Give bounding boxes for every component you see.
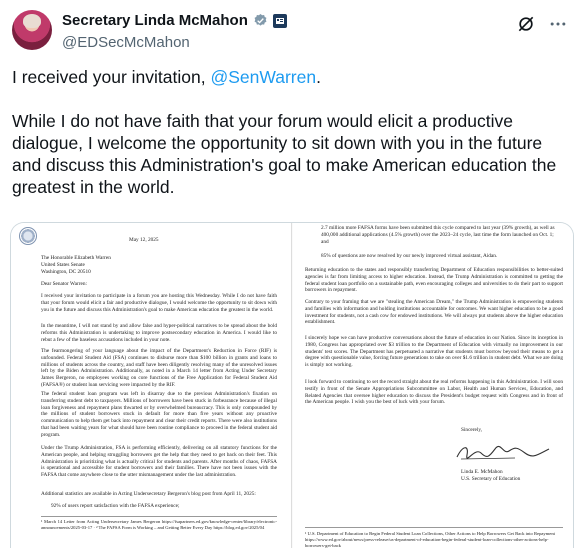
letter-paragraph: Returning education to the states and responsibly transferring Department of Education responsibilities to better-suited agencies is far from limiting access to higher education. Instead, the Trump Administration is committed to getting the federal student loan portfolio on a sustainable path, even encouraging colleges and universities to do their part to support borrowers in repayment. xyxy=(305,267,563,294)
mention-link[interactable]: @SenWarren xyxy=(210,67,317,87)
addressee-line: Washington, DC 20510 xyxy=(41,268,91,275)
addressee-line: The Honorable Elizabeth Warren xyxy=(41,255,111,261)
letter-closing: Sincerely, xyxy=(461,427,482,433)
letter-paragraph: Additional statistics are available in Acting Undersecretary Bergeron's blog post from April 11, 2025: xyxy=(41,491,256,497)
letter-addressee xyxy=(41,255,111,275)
author-handle[interactable]: @EDSecMcMahon xyxy=(62,34,190,51)
letter-bullet: 2.7 million more FAFSA forms have been submitted this cycle compared to last year (39% growth), as well as 400,000 additional applications (4.5% growth) over the 2023–24 cycle, last time the form launched on Oct. 1; and xyxy=(321,225,555,245)
letter-salutation: Dear Senator Warren: xyxy=(41,281,87,287)
attached-letter-image[interactable] xyxy=(10,222,574,548)
tweet-line-1 xyxy=(12,66,572,88)
letter-paragraph: Contrary to your framing that we are "stealing the American Dream," the Trump Administration is empowering students and families with information and holding institutions accountable for outcomes. We want higher education to be a good investment for students, not a cash cow for endowed institutions. We will always put students above the higher education establishment. xyxy=(305,299,563,326)
government-affiliate-icon[interactable] xyxy=(273,14,287,28)
addressee-line: United States Senate xyxy=(41,261,85,268)
avatar[interactable] xyxy=(12,10,52,50)
letter-bullet: 92% of users report satisfaction with the FAFSA experience; xyxy=(51,503,180,509)
letter-page-1 xyxy=(11,223,292,548)
letter-footnotes: ¹ U.S. Department of Education to Begin Federal Student Loan Collections, Other Actions to Help Borrowers Get Back into Repayment https://www.ed.gov/about/news/press-release/us-department-of-education-begin-federal-student-loan-collections-other-actions-help-borrowers-get-back xyxy=(305,527,563,548)
letter-date: May 12, 2025 xyxy=(129,237,159,243)
letter-paragraph: The fearmongering of your language about the impact of the Department's Reduction in Force (RIF) is unfounded. Federal Student Aid (FSA) continues to disburse more than $100 billion in grants and loans to millions of students across the country, and staff have been diligently resolving many of the unresolved issues left by the Biden Administration. Additionally, as noted in a March 14 letter from Acting Under Secretary James Bergeron, no employees working on core functions of the Free Application for Federal Student Aid (FAFSA®) or student loan servicing were impacted by the RIF. xyxy=(41,348,277,388)
letter-bullet: 85% of questions are now resolved by our newly improved virtual assistant, Aidan. xyxy=(321,253,498,259)
letter-paragraph: Under the Trump Administration, FSA is performing efficiently, delivering on all statutory functions for the American people, and helping struggling borrowers get the help that they need to get back on their feet. This Administration is prioritizing what is actually critical for students and parents. After months of chaos, FAFSA is operational and accessible for student borrowers and their families. There have not been issues with the FAFSA that come anywhere close to the utter mismanagement under the last administration. xyxy=(41,445,277,479)
tweet-paragraph-2: While I do not have faith that your forum would elicit a productive dialogue, I welcome the opportunity to sit down with you in the future and discuss this Administration's goal to make American education the greatest in the world. xyxy=(12,111,557,197)
letter-paragraph: The federal student loan program was left in disarray due to the previous Administration's fixation on transferring student debt to taxpayers. Millions of borrowers have been stuck in forbearance because of illegal loan forgiveness and repayment plans thwarted or by overwhelmed bureaucracy. This is only compounded by the millions of student borrowers stuck in default for more than five years without any proactive communication to help them get back into repayment and clear their credit reports. There were also institutions that had been waiting years for what should have been routine compliance to proceed in the federal student aid program. xyxy=(41,391,277,438)
signature-image xyxy=(455,443,551,461)
verified-badge-icon[interactable] xyxy=(253,13,268,28)
tweet-text-segment: . xyxy=(316,67,321,87)
grok-icon[interactable] xyxy=(516,14,536,34)
tweet-header xyxy=(12,8,570,56)
department-seal-icon xyxy=(19,227,37,245)
signer-title: U.S. Secretary of Education xyxy=(461,475,521,482)
letter-footnotes: ¹ March 14 Letter from Acting Undersecretary James Bergeron https://fsapartners.ed.gov/knowledge-center/library/electronic-announcements/2025-03-17 · ² The FAFSA Form is Working – and Getting Better Every Day https://blog.ed.gov/2025/04 xyxy=(41,516,277,531)
author-name[interactable]: Secretary Linda McMahon xyxy=(62,12,248,29)
more-options-icon[interactable] xyxy=(548,14,568,34)
letter-signer xyxy=(461,469,520,483)
tweet-text xyxy=(12,66,572,220)
letter-paragraph: In the meantime, I will not stand by and allow false and hyper-political narratives to be spread about the bold reforms this Administration is undertaking to improve postsecondary education in America. I would like to rebut a few of the baseless accusations included in your note. xyxy=(41,323,277,343)
letter-paragraph: I sincerely hope we can have productive conversations about the future of education in our Nation. Since its inception in 1980, Congress has appropriated over $3 trillion to the Department of Education with virtually no improvement in our students' test scores. The Department has perpetuated a narrative that students must borrow beyond their means to get a degree with questionable value, forcing future generations to take on over $1.6 trillion in student debt. What we are doing is simply not working. xyxy=(305,335,563,369)
letter-paragraph: I received your invitation to participate in a forum you are hosting this Wednesday. While I do not have faith that your forum would elicit a fair and productive dialogue, I would welcome the opportunity to sit down with you in the future and discuss this Administration's goal to make American education the greatest in the world. xyxy=(41,293,277,313)
tweet-text-segment: I received your invitation, xyxy=(12,67,211,87)
author-name-row xyxy=(62,12,287,29)
signer-name: Linda E. McMahon xyxy=(461,469,503,475)
letter-page-2 xyxy=(293,223,573,548)
letter-paragraph: I look forward to continuing to set the record straight about the real reforms happening in this Administration. I will soon testify in front of the Senate Appropriations Subcommittee on Labor, Health and Human Services, Education, and Related Agencies that oversee higher education to discuss the President's budget request with Congress and in front of the American people. I wish you the best of luck with your forum. xyxy=(305,379,563,406)
